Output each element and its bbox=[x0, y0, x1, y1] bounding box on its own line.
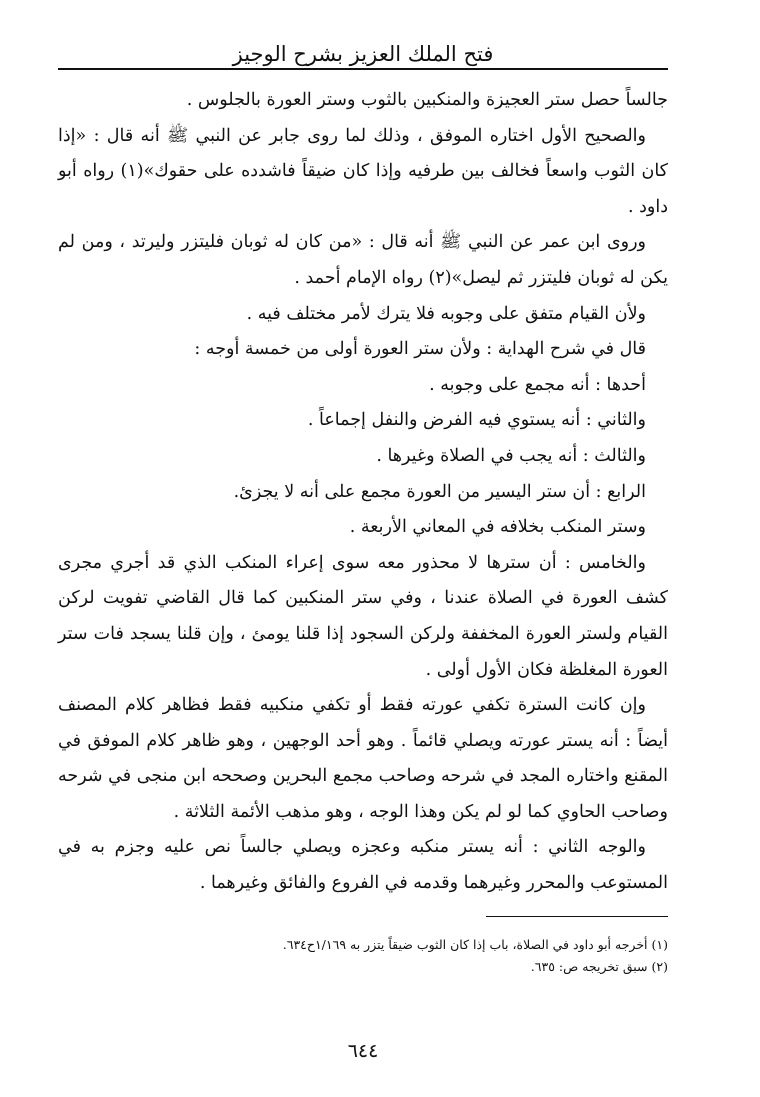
paragraph: وإن كانت السترة تكفي عورته فقط أو تكفي منكبيه فقط فظاهر كلام المصنف أيضاً : أنه يستر عورته ويصلي قائماً . وهو أحد الوجهين ، وهو ظاهر كلام الموفق في المقنع واختاره المجد في شرحه وصاحب مجمع البحرين وصححه ابن منجى في شرحه وصاحب الحاوي كما لو لم يكن وهذا الوجه ، وهو مذهب الأئمة الثلاثة . bbox=[58, 695, 668, 822]
page-number: ٦٤٤ bbox=[347, 1040, 379, 1062]
footnotes bbox=[58, 934, 668, 978]
list-item: والثاني : أنه يستوي فيه الفرض والنفل إجماعاً . bbox=[307, 410, 646, 431]
paragraph: والصحيح الأول اختاره الموفق ، وذلك لما روى جابر عن النبي ﷺ أنه قال : «إذا كان الثوب واسعاً فخالف بين طرفيه وإذا كان ضيقاً فاشدده على حقوك»(١) رواه أبو داود . bbox=[58, 125, 668, 217]
footnote: (١) أخرجه أبو داود في الصلاة، باب إذا كان الثوب ضيقاً يتزر به ١/١٦٩ح٦٣٤. bbox=[282, 937, 668, 952]
paragraph: ولأن القيام متفق على وجوبه فلا يترك لأمر مختلف فيه . bbox=[246, 303, 646, 324]
header-divider bbox=[58, 68, 668, 70]
footnote: (٢) سبق تخريجه ص: ٦٣٥. bbox=[530, 959, 668, 974]
paragraph: وستر المنكب بخلافه في المعاني الأربعة . bbox=[349, 517, 646, 538]
footnote-divider bbox=[486, 916, 668, 917]
list-item: والخامس : أن سترها لا محذور معه سوى إعراء المنكب الذي قد أجري مجرى كشف العورة في الصلاة عندنا ، وفي ستر المنكبين كما قال القاضي تفويت لركن القيام ولستر العورة المخففة ولركن السجود إذا قلنا يومئ ، وإن قلنا يسجد فات ستر العورة المغلظة فكان الأول أولى . bbox=[58, 552, 668, 680]
list-item: الرابع : أن ستر اليسير من العورة مجمع على أنه لا يجزئ. bbox=[233, 481, 646, 502]
list-item: أحدها : أنه مجمع على وجوبه . bbox=[429, 374, 646, 395]
paragraph: جالساً حصل ستر العجيزة والمنكبين بالثوب وستر العورة بالجلوس . bbox=[186, 90, 668, 110]
paragraph: قال في شرح الهداية : ولأن ستر العورة أولى من خمسة أوجه : bbox=[194, 339, 646, 360]
paragraph: والوجه الثاني : أنه يستر منكبه وعجزه ويصلي جالساً نص عليه وجزم به في المستوعب والمحرر وغيرهما وقدمه في الفروع والفائق وغيرهما . bbox=[58, 837, 668, 894]
running-header-title: فتح الملك العزيز بشرح الوجيز bbox=[232, 42, 494, 66]
list-item: والثالث : أنه يجب في الصلاة وغيرها . bbox=[376, 445, 646, 466]
paragraph: وروى ابن عمر عن النبي ﷺ أنه قال : «من كان له ثوبان فليتزر وليرتد ، ومن لم يكن له ثوبان فليتزر ثم ليصل»(٢) رواه الإمام أحمد . bbox=[58, 232, 668, 288]
book-page bbox=[58, 0, 668, 1097]
main-text bbox=[58, 83, 668, 902]
